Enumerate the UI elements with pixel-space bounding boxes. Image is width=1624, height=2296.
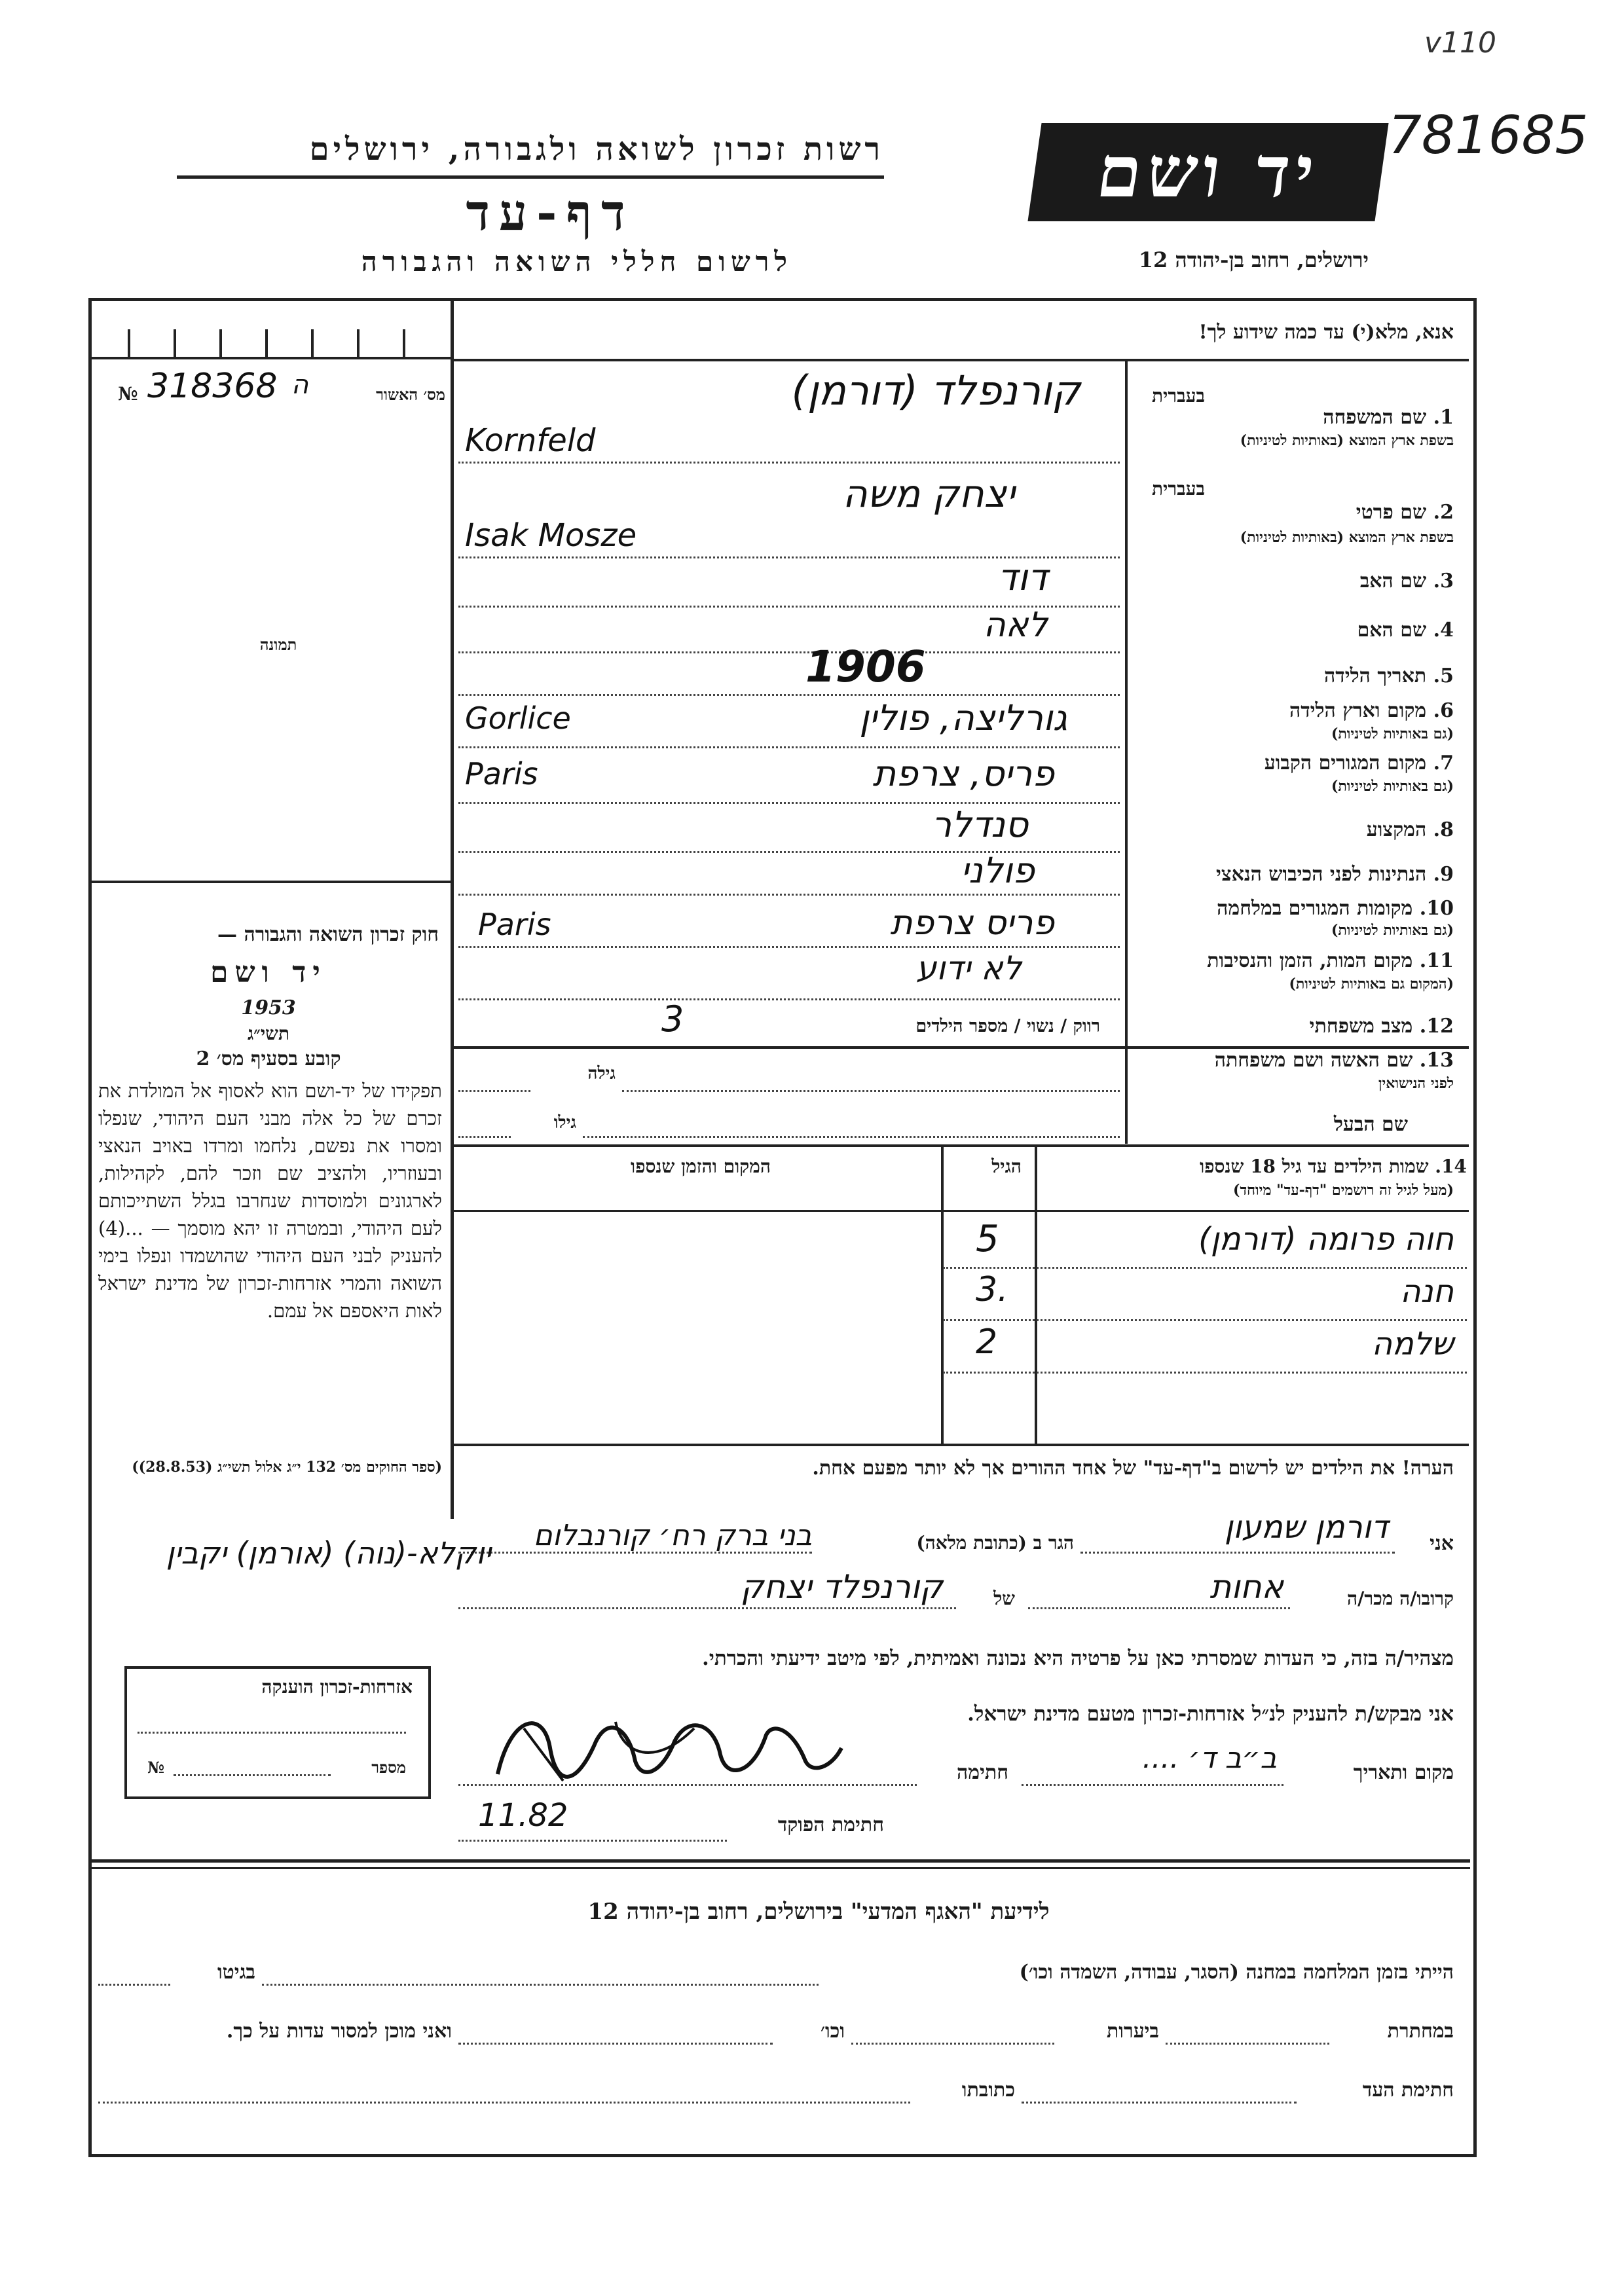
approval-label: מס׳ האשור xyxy=(376,385,445,404)
child-3-name: שלמה xyxy=(1371,1326,1454,1362)
field-4-label: 4. שם האם xyxy=(1357,619,1454,642)
field-9-value: פולני xyxy=(961,850,1035,891)
field-13-label: 13. שם האשה ושם משפחתה xyxy=(1214,1049,1454,1072)
official-signature-label: חתימת הפוקד xyxy=(777,1813,884,1836)
certificate-number-prefix: № xyxy=(147,1758,165,1777)
field-1-value-latin: Kornfeld xyxy=(465,422,596,459)
label-column-divider xyxy=(1125,361,1128,1144)
footer-ready: ואני מוכן למסור עדות על כך. xyxy=(226,2020,452,2043)
certificate-title: אזרחות-זכרון הוענקה xyxy=(261,1676,413,1698)
place-date-value: ב״ב ד׳ .... xyxy=(1142,1741,1277,1775)
footer-forests: ביערות xyxy=(1106,2020,1159,2043)
field-8-label: 8. המקצוע xyxy=(1366,818,1454,841)
form-title: דף-עד xyxy=(466,183,635,242)
field-10-value-heb: פריס צרפת xyxy=(890,903,1054,943)
note-text: הערה! את הילדים יש לרשום ב"דף-עד" של אחד ההורים אך לא יותר מפעם אחת. xyxy=(812,1457,1454,1480)
field-11-value: לא ידוע xyxy=(915,949,1022,987)
husband-age-label: גילו xyxy=(553,1113,576,1133)
declaration-text: מצהיר/ה בזה, כי העדות שמסרתי כאן על פרטיה היא נכונה ואמיתית, לפי מיטב ידיעתי והכרתי. xyxy=(701,1647,1454,1670)
field-3-label: 3. שם האב xyxy=(1359,570,1454,592)
law-name: יד ושם xyxy=(210,956,327,989)
field-2-value-heb: יצחק משה xyxy=(842,471,1015,516)
child-1-name: חוה פרומה (דורמן) xyxy=(1198,1221,1454,1258)
field-6-label: 6. מקום וארץ הלידה xyxy=(1289,699,1454,722)
field-6-latin-note: (גם באותיות לטיניות) xyxy=(1331,725,1454,742)
field-1-label: 1. שם המשפחה xyxy=(1323,406,1454,429)
field-12-options: רווק / נשוי / מספר הילדים xyxy=(915,1016,1100,1036)
law-text: תפקידו של יד-ושם הוא לאסוף אל המולדת את זכרם של כל אלה מבני העם היהודי, שנפלו ומסרו את נפשם, נלחמו ומרדו באויב הנאצי ובעוזריו, ולהציב שם וזכר להם, לקהילות, לארגונים ולמוסדות שנחרבו בגלל השתייכותם לעם היהודי, ובמטרה זו יהא מוסמך — ...(4) להעניק לבני העם היהודי שהושמדו ונפלו בימי השואה והמרי אזרחות-זכרון של מדינת ישראל לאות היאספם אל עמם. xyxy=(98,1080,442,1322)
law-year: 1953 xyxy=(241,996,296,1019)
footer-ghetto: בגיטו xyxy=(217,1961,255,1984)
field-10-latin-note: (גם באותיות לטיניות) xyxy=(1331,922,1454,939)
official-value: 11.82 xyxy=(478,1797,568,1834)
footer-line1: הייתי בזמן המלחמה במחנה (הסגר, עבודה, השמדה וכו׳) xyxy=(1019,1961,1454,1984)
field-13-sub: לפני הנישואין xyxy=(1378,1075,1454,1092)
approval-letter: ה xyxy=(291,370,309,400)
child-2-name: חנה xyxy=(1400,1273,1454,1310)
children-sub: (מעל לגיל זה רושמים "דף-עד" מיוחד) xyxy=(1233,1182,1454,1199)
field-7-label: 7. מקום המגורים הקבוע xyxy=(1264,752,1454,774)
child-3-age: 2 xyxy=(976,1322,998,1362)
approval-value: 318368 xyxy=(147,367,278,406)
authority-underline xyxy=(177,175,884,179)
wife-age-label: גילה xyxy=(587,1064,616,1084)
field-10-label: 10. מקומות המגורים במלחמה xyxy=(1217,897,1454,920)
form-instruction: אנא, מלא(י) עד כמה שידוע לך! xyxy=(1198,321,1454,344)
footer-address: כתובתו xyxy=(961,2079,1015,2102)
field-2-value-latin: Isak Mosze xyxy=(465,517,637,554)
certificate-number-label: מספר xyxy=(371,1758,406,1777)
field-5-value: 1906 xyxy=(805,642,926,692)
margin-note: יוקלא-(נוה) (אורמן) יקבין xyxy=(166,1535,491,1571)
declarant-signature xyxy=(485,1702,851,1794)
declarant-i-value: דורמן שמעון xyxy=(1224,1509,1388,1546)
footer-witness-signature: חתימת העד xyxy=(1362,2079,1454,2102)
child-2-age: 3. xyxy=(976,1270,1008,1309)
field-2-label: 2. שם פרטי xyxy=(1356,501,1454,524)
declarant-address-label: הגר ב (כתובת מלאה) xyxy=(916,1532,1074,1554)
hebrew-label-2: בעברית xyxy=(1151,478,1205,500)
footer-notice: לידיעת "האגף המדעי" בירושלים, רחוב בן-יהודה 12 xyxy=(587,1899,1050,1925)
field-9-label: 9. הנתינות לפני הכיבוש הנאצי xyxy=(1215,863,1454,886)
field-10-value-latin: Paris xyxy=(478,907,551,942)
field-11-sub: (המקום גם באותיות לטיניות) xyxy=(1289,975,1454,993)
left-panel-divider xyxy=(451,301,454,1519)
law-year-heb: תשי״ג xyxy=(247,1023,290,1044)
field-4-value: לאה xyxy=(983,606,1048,645)
field-11-label: 11. מקום המות, הזמן והנסיבות xyxy=(1207,949,1454,972)
declarant-i-label: אני xyxy=(1430,1532,1454,1555)
authority-name: רשות זכרון לשואה ולגבורה, ירושלים xyxy=(309,131,884,168)
of-value: קורנפלד יצחק xyxy=(740,1568,943,1606)
field-3-value: דוד xyxy=(997,556,1048,599)
field-8-value: סנדלר xyxy=(931,804,1028,845)
field-1-value-heb: קורנפלד (דורמן) xyxy=(791,367,1080,414)
field-7-latin-note: (גם באותיות לטיניות) xyxy=(1331,778,1454,795)
signature-label: חתימה xyxy=(957,1761,1008,1784)
children-age-header: הגיל xyxy=(991,1156,1022,1177)
children-place-header: המקום והזמן שנספו xyxy=(631,1156,771,1177)
husband-label: שם הבעל xyxy=(1333,1113,1408,1136)
field-5-label: 5. תאריך הלידה xyxy=(1324,665,1454,687)
footer-separator xyxy=(92,1859,1470,1863)
field-2-foreign-note: בשפת ארץ המוצא (באותיות לטיניות) xyxy=(1240,529,1454,546)
field-12-children-count: 3 xyxy=(661,998,684,1040)
field-6-value-heb: גורליצה, פולין xyxy=(859,697,1067,738)
corner-mark: v110 xyxy=(1424,26,1497,60)
place-date-label: מקום ותאריך xyxy=(1353,1761,1454,1784)
law-title: חוק זכרון השואה והגבורה — xyxy=(217,923,439,946)
relation-label: קרובו/ה מכר/ה xyxy=(1346,1588,1454,1609)
children-title: 14. שמות הילדים עד גיל 18 שנספו xyxy=(1200,1156,1467,1177)
field-6-value-latin: Gorlice xyxy=(465,701,571,736)
child-1-age: 5 xyxy=(976,1218,999,1260)
field-7-value-heb: פריס, צרפת xyxy=(872,753,1054,794)
header-address: ירושלים, רחוב בן-יהודה 12 xyxy=(1138,247,1369,272)
yad-vashem-logo xyxy=(1027,123,1388,221)
field-7-value-latin: Paris xyxy=(465,756,538,792)
photo-label: תמונה xyxy=(259,635,297,654)
request-text: אני מבקש/ת להעניק לנ״ל אזרחות-זכרון מטעם מדינת ישראל. xyxy=(967,1702,1454,1726)
field-1-foreign-note: בשפת ארץ המוצא (באותיות לטיניות) xyxy=(1240,432,1454,449)
declarant-address-value: בני ברק רח׳ קורנבלום xyxy=(533,1519,812,1552)
archive-number: 781685 xyxy=(1388,105,1589,166)
field-12-label: 12. מצב משפחתי xyxy=(1309,1015,1454,1038)
relation-value: אחות xyxy=(1209,1568,1283,1606)
hebrew-label-1: בעברית xyxy=(1151,385,1205,407)
of-label: של xyxy=(993,1588,1015,1609)
logo-text: יד ושם xyxy=(1092,131,1325,213)
approval-ticks xyxy=(92,324,452,357)
law-section: קובע בסעיף מס׳ 2 xyxy=(196,1048,341,1070)
footer-hiding: במחתרת xyxy=(1387,2020,1454,2043)
form-subtitle: לרשום חללי השואה והגבורה xyxy=(361,246,792,278)
footer-etc: וכו׳ xyxy=(821,2020,845,2043)
law-reference: (ספר החוקים מס׳ 132 י״ג אלול תשי״ג (28.8.53)) xyxy=(132,1459,442,1476)
approval-prefix: № xyxy=(118,383,138,405)
